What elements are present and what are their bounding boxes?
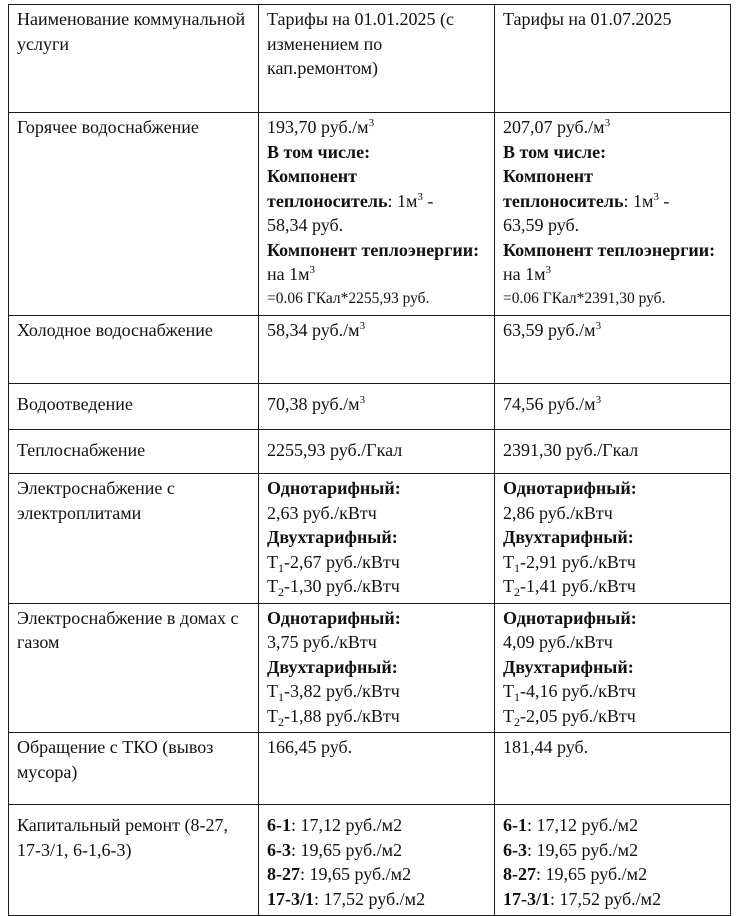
house-number: 17-3/1	[267, 888, 314, 909]
double-rate-label: Двухтарифный:	[267, 527, 398, 547]
component-label: Компонент теплоноситель	[503, 166, 624, 211]
t1-value: -4,16 руб./кВтч	[520, 681, 636, 701]
table-row	[9, 316, 731, 384]
repair-rate: : 17,52 руб./м2	[314, 888, 426, 909]
repair-rate: : 17,52 руб./м2	[550, 888, 662, 909]
repair-rate: : 19,65 руб./м2	[291, 839, 403, 860]
service-name-text: Электроснабжение в домах с газом	[17, 607, 239, 652]
component-value: 58,34 руб.	[267, 215, 344, 235]
service-name	[9, 603, 259, 733]
tariff-zone: Т	[267, 681, 278, 701]
service-name	[9, 384, 259, 430]
t2-value: -1,88 руб./кВтч	[284, 705, 400, 726]
jul-value	[495, 603, 731, 733]
single-rate-label: Однотарифный:	[503, 607, 637, 628]
superscript: 3	[309, 264, 316, 276]
repair-rate: : 19,65 руб./м2	[527, 839, 639, 860]
tariff-zone: Т	[503, 551, 514, 572]
superscript: 3	[604, 117, 611, 129]
tariff-zone: Т	[503, 681, 514, 701]
table-row	[9, 384, 731, 430]
component-unit: : 1м	[623, 190, 654, 211]
service-name	[9, 474, 259, 604]
single-rate-value: 2,86 руб./кВтч	[503, 502, 613, 523]
jul-value	[495, 430, 731, 474]
price-text: 63,59 руб./м	[503, 320, 596, 340]
superscript: 3	[359, 320, 366, 332]
subscript: 1	[278, 560, 284, 575]
component-unit: : 1м	[387, 190, 418, 211]
subscript: 2	[278, 714, 284, 729]
superscript: 3	[653, 190, 659, 203]
component-dash: -	[658, 190, 670, 211]
superscript: 3	[359, 394, 366, 406]
single-rate-value: 4,09 руб./кВтч	[503, 632, 613, 652]
tariff-zone: Т	[267, 551, 278, 572]
double-rate-label: Двухтарифный:	[503, 527, 634, 547]
repair-rate: : 17,12 руб./м2	[291, 815, 403, 835]
superscript: 3	[595, 320, 602, 332]
t2-value: -1,30 руб./кВтч	[284, 576, 400, 596]
house-number: 6-1	[267, 815, 291, 835]
subscript: 2	[514, 714, 520, 729]
house-number: 6-1	[503, 815, 527, 835]
included-label: В том числе:	[503, 141, 607, 162]
subscript: 1	[278, 690, 284, 704]
tariff-zone: Т	[503, 705, 514, 726]
single-rate-label: Однотарифный:	[267, 478, 401, 498]
t2-value: -2,05 руб./кВтч	[520, 705, 636, 726]
t2-value: -1,41 руб./кВтч	[520, 576, 636, 596]
included-label: В том числе:	[267, 141, 371, 162]
t1-value: -2,67 руб./кВтч	[284, 551, 400, 572]
superscript: 3	[545, 264, 552, 276]
double-rate-label: Двухтарифный:	[503, 656, 634, 677]
jan-value	[259, 384, 495, 430]
jul-value	[495, 316, 731, 384]
subscript: 1	[514, 560, 520, 575]
table-row	[9, 733, 731, 805]
tariff-zone: Т	[503, 576, 514, 596]
component-value: 63,59 руб.	[503, 215, 580, 235]
component-label: Компонент теплоэнергии:	[503, 239, 716, 260]
header-jul-text: Тарифы на 01.07.2025	[503, 9, 672, 29]
house-number: 6-3	[267, 839, 291, 860]
service-name-text: Горячее водоснабжение	[17, 117, 199, 137]
table-row	[9, 603, 731, 733]
component-formula: =0.06 ГКал*2255,93 руб.	[267, 289, 430, 307]
price-text: 181,44 руб.	[503, 737, 589, 757]
price-text: 74,56 руб./м	[503, 394, 596, 414]
t1-value: -2,91 руб./кВтч	[520, 551, 636, 572]
single-rate-value: 3,75 руб./кВтч	[267, 632, 377, 652]
component-label: Компонент теплоэнергии:	[267, 239, 480, 260]
jan-value	[259, 603, 495, 733]
component-unit: на 1м	[503, 264, 546, 284]
jul-value	[495, 113, 731, 316]
price-text: 58,34 руб./м	[267, 320, 360, 340]
service-name	[9, 805, 259, 916]
table-row	[9, 113, 731, 316]
price-text: 2255,93 руб./Гкал	[267, 440, 403, 460]
component-label: Компонент теплоноситель	[267, 166, 388, 211]
table-row	[9, 474, 731, 604]
header-service-text: Наименование коммунальной услуги	[17, 9, 246, 54]
service-name-text: Холодное водоснабжение	[17, 320, 213, 340]
price-text: 2391,30 руб./Гкал	[503, 440, 639, 460]
price-text: 207,07 руб./м	[503, 117, 605, 137]
house-number: 6-3	[503, 839, 527, 860]
jan-value	[259, 113, 495, 316]
service-name-text: Теплоснабжение	[17, 440, 146, 460]
component-formula: =0.06 ГКал*2391,30 руб.	[503, 289, 666, 307]
header-service	[9, 5, 259, 113]
jul-value	[495, 733, 731, 805]
header-jan-text: Тарифы на 01.01.2025 (с изменением по кап.ремонтом)	[267, 9, 455, 78]
header-jul	[495, 5, 731, 113]
double-rate-label: Двухтарифный:	[267, 656, 398, 677]
jan-value	[259, 733, 495, 805]
price-text: 166,45 руб.	[267, 737, 353, 757]
single-rate-label: Однотарифный:	[503, 478, 637, 498]
repair-rate: : 19,65 руб./м2	[300, 864, 412, 884]
tariff-zone: Т	[267, 576, 278, 596]
superscript: 3	[417, 190, 423, 203]
price-text: 70,38 руб./м	[267, 394, 360, 414]
subscript: 1	[514, 690, 520, 704]
superscript: 3	[368, 117, 375, 129]
house-number: 17-3/1	[503, 888, 550, 909]
t1-value: -3,82 руб./кВтч	[284, 681, 400, 701]
tariff-zone: Т	[267, 705, 278, 726]
component-unit: на 1м	[267, 264, 310, 284]
header-jan	[259, 5, 495, 113]
jul-value	[495, 384, 731, 430]
service-name	[9, 733, 259, 805]
single-rate-value: 2,63 руб./кВтч	[267, 502, 377, 523]
component-dash: -	[422, 190, 434, 211]
jan-value	[259, 316, 495, 384]
repair-rate: : 17,12 руб./м2	[527, 815, 639, 835]
service-name	[9, 113, 259, 316]
service-name-text: Электроснабжение с электроплитами	[17, 478, 175, 523]
service-name-text: Капитальный ремонт (8-27, 17-3/1, 6-1,6-3)	[17, 815, 228, 860]
house-number: 8-27	[503, 864, 536, 884]
subscript: 2	[514, 585, 520, 599]
price-text: 193,70 руб./м	[267, 117, 369, 137]
tariffs-table	[8, 4, 731, 916]
header-row	[9, 5, 731, 113]
service-name-text: Обращение с ТКО (вывоз мусора)	[17, 737, 214, 782]
table-row	[9, 805, 731, 916]
jan-value	[259, 474, 495, 604]
table-row	[9, 430, 731, 474]
jul-value	[495, 805, 731, 916]
jul-value	[495, 474, 731, 604]
single-rate-label: Однотарифный:	[267, 607, 401, 628]
service-name	[9, 316, 259, 384]
jan-value	[259, 430, 495, 474]
repair-rate: : 19,65 руб./м2	[536, 864, 648, 884]
jan-value	[259, 805, 495, 916]
superscript: 3	[595, 394, 602, 406]
house-number: 8-27	[267, 864, 300, 884]
service-name-text: Водоотведение	[17, 394, 133, 414]
subscript: 2	[278, 585, 284, 599]
service-name	[9, 430, 259, 474]
